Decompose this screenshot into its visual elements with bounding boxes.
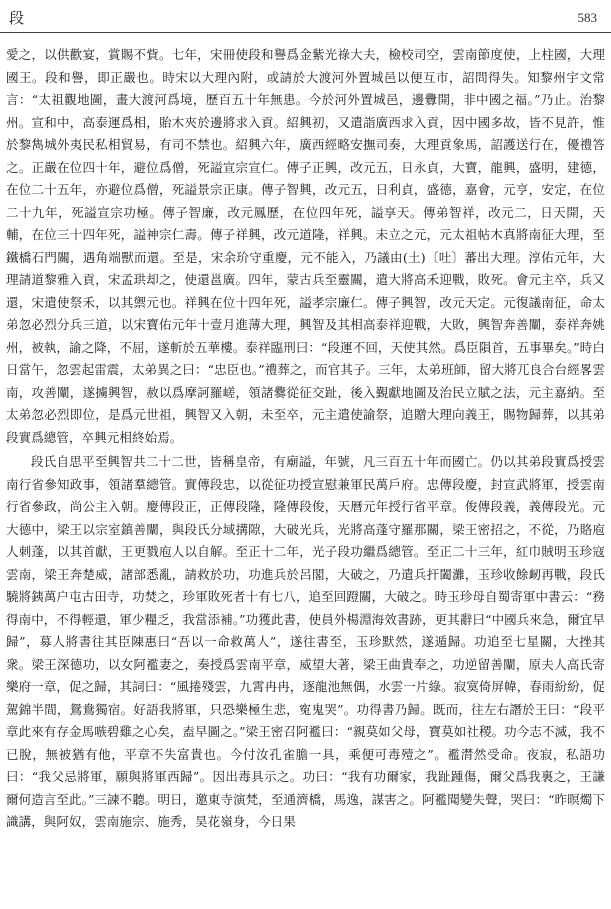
running-title: 段 bbox=[9, 9, 26, 27]
paragraph: 段氏自思平至興智共二十二世，皆稱皇帝，有廟謚，年號，凡三百五十年而國亡。仍以其弟段實爲授雲南行省參知政事，領諸羣總管。實傳段忠，以從征功授宣慰兼軍民萬戶府。忠傳段慶，封宣武將軍，授雲南行省參政，尚公主入朝。慶傳段正，正傳段隆，隆傳段俊，天曆元年授行省平章。俊傳段義，義傳段光。元大德中，梁王以宗室鎮善闡，與段氏分域搆隙，大破光兵，光將高蓬守羅那關，梁王密招之，不從，乃賂庖人刺蓬，以其首獻，王更戮庖人以自解。至正十二年，光子段功繼爲總管。至正二十三年，紅巾賊明玉珍寇雲南，梁王奔楚威，諸部悉亂，請救於功，功進兵於呂閣，大破之，乃遣兵扞闔灘，玉珍收餘衂再戰，段氏驍將銕萬户屯古田寺，功焚之，珍軍敗死者十有七八，追至回蹬關，大破之。時玉珍母自蜀寄軍中書云：“務得南中，不得輕還，軍少糧乏，我當添補。”功獲此書，使員外楊淵海效書跡，更其辭曰“中國兵來急，爾宜早歸”，募人將書往其臣陳惠曰“吾以一命救萬人”，遂往書至，玉珍默然，遂遁歸。功追至七星關，大挫其衆。梁王深德功，以女阿襤妻之，奏授爲雲南平章，威望大著，梁王曲貴奉之，功逆留善闡，原夫人高氏寄樂府一章，促之歸，其詞曰：“風捲殘雲，九霄冉冉，逐龍池無偶，水雲一片綠。寂寞倚屏幃，春雨紛紛，促駕錦半間，鴛鴦獨宿。好語我將軍，只恐樂極生悲，寃鬼哭”。功得書乃歸。既而，往左右譖於王曰：“段平章此來有存金馬嗾碧雞之心矣，盍早圖之。”梁王密召阿襤曰：“親莫如父母，寶莫如社稷。功今志不滅，我不已脫，無被猶有他，平章不失富貴也。今付汝孔雀膽一具，乘便可毒殪之”。襤潸然受命。夜寂，私語功曰：“我父忌將軍，願與將軍西歸”。因出毒具示之。功曰：“我有功爾家，我趾踵傷，爾父爲我裏之，王謙爾何造言至此。”三諫不聽。明日，邀東寺演梵，至通濟橋，馬逸，謀害之。阿襤聞變失聲，哭曰：“昨暝燭下識講，與阿奴，雲南施宗、施秀，昊花嶺身，今日果 bbox=[6, 454, 605, 829]
page-number: 583 bbox=[577, 10, 597, 25]
page-body bbox=[6, 44, 605, 905]
header-rule bbox=[0, 32, 611, 33]
page-header bbox=[0, 0, 611, 34]
paragraph-continued: 愛之，以供歡宴，賞賜不貲。七年，宋冊使段和譽爲金紫光祿大夫，檢校司空，雲南節度使，上柱國，大理國王。段和譽，即正嚴也。時宋以大理內附，或請於大渡河外置城邑以便互市，詔問得失。知黎州宇文常言：“太祖觀地圖，畫大渡河爲境，歷百五十年無患。今於河外置城邑，邊釁開，非中國之福。”乃止。治黎州。宣和中，高泰運爲相，貽木夾於邊將求入貢。紹興初，又遣詣廣西求入貢，因中國多故，皆不見許，惟於黎雋城外夷民私相貿易，有司不禁也。紹興六年，廣西經略安撫司奏，大理貢象馬，詔護送行在，優禮答之。正嚴在位四十年，避位爲僧，死謚宣宗宣仁。傳子正興，改元五，日永貞，大寶，龍興，盛明，建德，在位二十五年，亦避位爲僧，死謚景宗正康。傳子智興，改元五，日利貞，盛德，嘉會，元亨，安定，在位二十九年，死謚宣宗功極。傳子智廉，改元鳳歷，在位四年死，謚享天。傳弟智祥，改元二，日天開，天輔，在位三十四年死，謚神宗仁壽。傳子祥興，改元道隆，祥興。未立之元，元太祖帖木真將南征大理，至鐵橋石門關，遇角端獸而還。至是，宋余玠守重慶，元不能入，乃議由(土)〔吐〕蕃出大理。淳佑元年，大理請道黎雅入貢，宋孟珙却之，使還邕廣。四年，蒙古兵至靈關，遣大將高禾迎戰，敗死。會元主卒，兵又還，宋遣使祭禾，以其禦元也。祥興在位十四年死，謚孝宗廉仁。傳子興智，改元天定。元復議南征，命太弟忽必烈分兵三道，以宋寶佑元年十壹月進薄大理，興智及其相高泰祥迎戰，大敗，興智奔善闡，泰祥奔姚州，被執，諭之降，不屈，遂斬於五華樓。泰祥臨刑曰：“段運不回，天使其然。爲臣隕首，五事畢矣。”時白日當午，忽雲起雷震，太弟異之曰：“忠臣也。”禮葬之，而官其子。三年，太弟班師，留大將兀良合台經畧雲南，攻善闡，遂擄興智，赦以爲摩訶羅嵯，領諸爨從征交趾，後入覲獻地圖及治民立賦之法，元主嘉納。至太弟忽必烈即位，是爲元世祖，興智又入朝，未至卒，元主遣使諭祭，追贈大理向義王，賜物歸葬，以其弟段實爲總管，卒興元相終始焉。 bbox=[6, 47, 605, 445]
